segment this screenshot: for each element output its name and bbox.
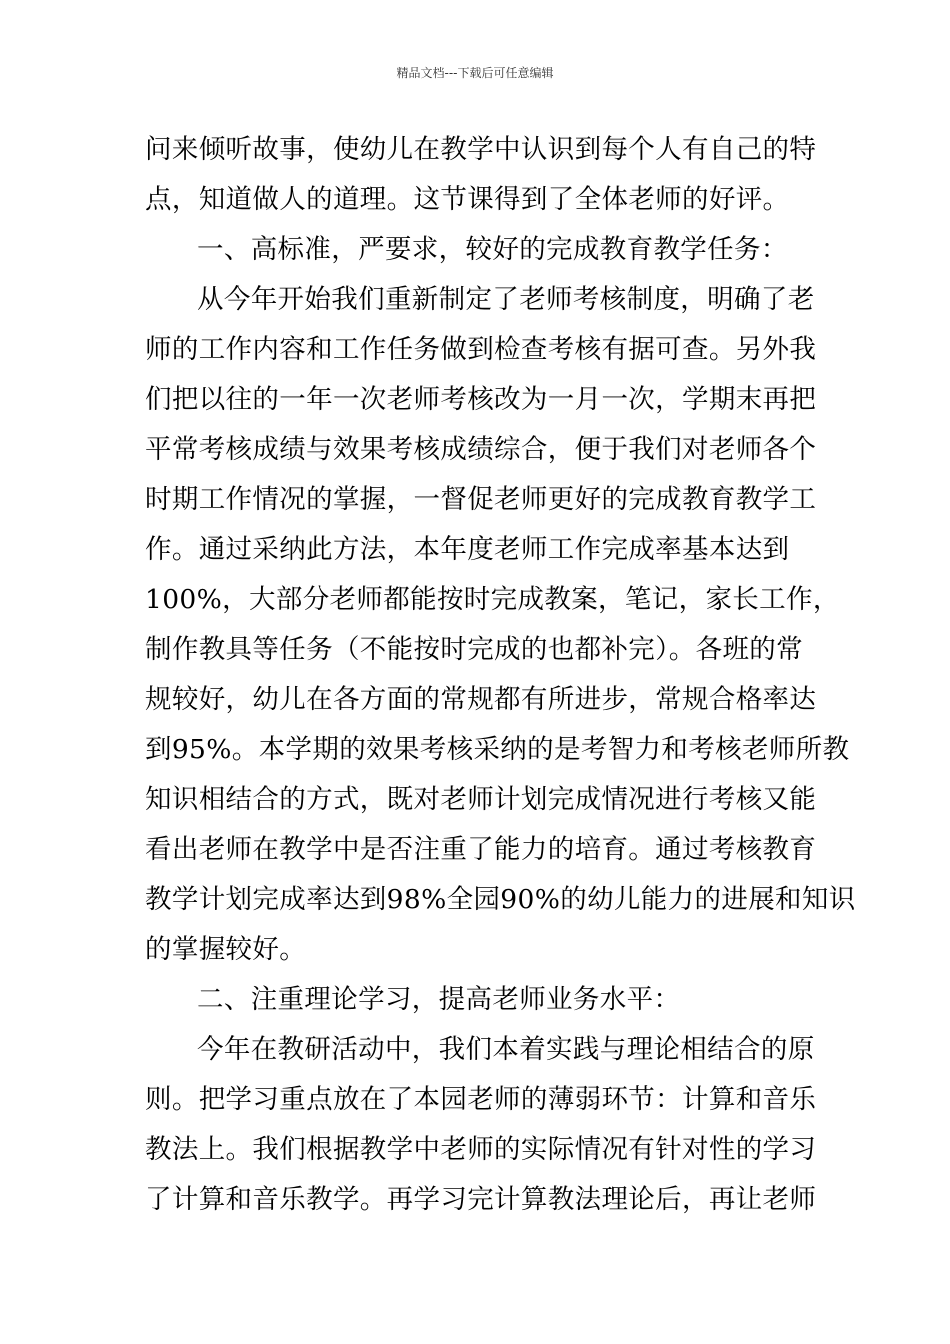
text-line: 看出老师在教学中是否注重了能力的培育。通过考核教育 bbox=[145, 834, 817, 865]
text-line: 作。通过采纳此方法，本年度老师工作完成率基本达到 bbox=[145, 534, 790, 565]
text-line: 师的工作内容和工作任务做到检查考核有据可查。另外我 bbox=[145, 334, 817, 365]
text-line: 今年在教研活动中，我们本着实践与理论相结合的原 bbox=[197, 1034, 815, 1065]
text-line: 教学计划完成率达到98%全园90%的幼儿能力的进展和知识 bbox=[145, 884, 856, 915]
text-line: 了计算和音乐教学。再学习完计算教法理论后，再让老师 bbox=[145, 1184, 817, 1215]
text-line: 们把以往的一年一次老师考核改为一月一次，学期末再把 bbox=[145, 384, 817, 415]
text-line: 时期工作情况的掌握，一督促老师更好的完成教育教学工 bbox=[145, 484, 817, 515]
text-line: 从今年开始我们重新制定了老师考核制度，明确了老 bbox=[197, 284, 815, 315]
text-line: 的掌握较好。 bbox=[145, 934, 307, 965]
text-line: 知识相结合的方式，既对老师计划完成情况进行考核又能 bbox=[145, 784, 817, 815]
section-heading: 一、高标准，严要求，较好的完成教育教学任务： bbox=[197, 234, 788, 265]
text-line: 制作教具等任务（不能按时完成的也都补完）。各班的常 bbox=[145, 634, 803, 665]
text-line: 平常考核成绩与效果考核成绩综合，便于我们对老师各个 bbox=[145, 434, 817, 465]
text-line: 100%，大部分老师都能按时完成教案，笔记，家长工作， bbox=[145, 584, 840, 615]
text-line: 问来倾听故事，使幼儿在教学中认识到每个人有自己的特 bbox=[145, 134, 817, 165]
page-header: 精品文档---下载后可任意编辑 bbox=[396, 66, 554, 80]
text-line: 教法上。我们根据教学中老师的实际情况有针对性的学习 bbox=[145, 1134, 817, 1165]
text-line: 到95%。本学期的效果考核采纳的是考智力和考核老师所教 bbox=[145, 734, 850, 765]
section-heading: 二、注重理论学习，提高老师业务水平： bbox=[197, 984, 681, 1015]
text-line: 规较好，幼儿在各方面的常规都有所进步，常规合格率达 bbox=[145, 684, 817, 715]
text-line: 点，知道做人的道理。这节课得到了全体老师的好评。 bbox=[145, 184, 790, 215]
text-line: 则。把学习重点放在了本园老师的薄弱环节：计算和音乐 bbox=[145, 1084, 817, 1115]
